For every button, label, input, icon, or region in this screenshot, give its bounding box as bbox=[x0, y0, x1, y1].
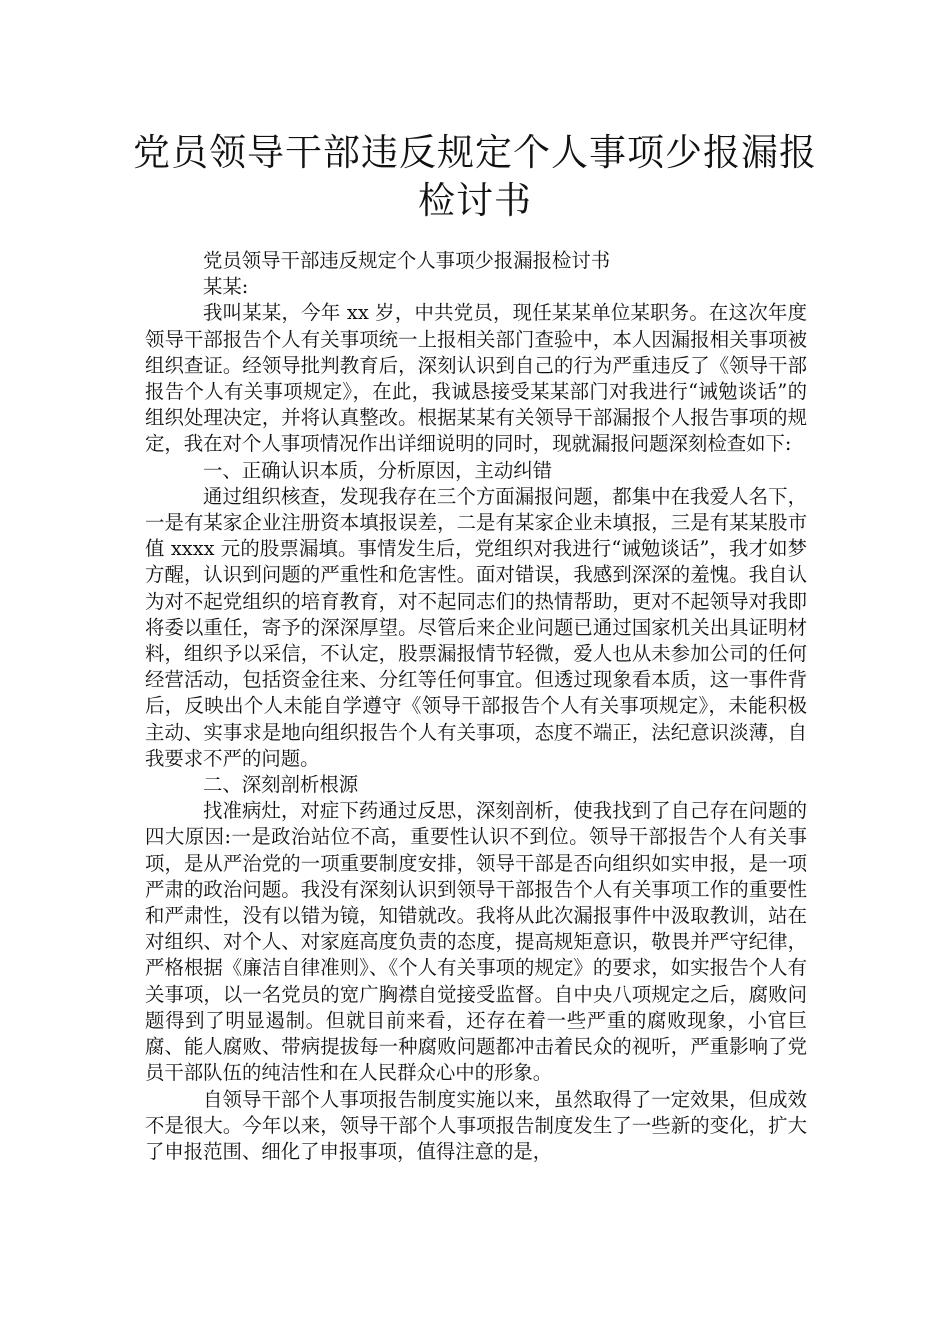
body-paragraph: 通过组织核查，发现我存在三个方面漏报问题，都集中在我爱人名下，一是有某家企业注册资本填报误差，二是有某家企业未填报，三是有某某股市值 xxxx 元的股票漏填。事情发生后，党组织对我进行“诫勉谈话”，我才如梦方醒，认识到问题的严重性和危害性。面对错误，我感到深深的羞愧。我自认为对不起党组织的培育教育，对不起同志们的热情帮助，更对不起领导对我即将委以重任，寄予的深深厚望。尽管后来企业问题已通过国家机关出具证明材料，组织予以采信，不认定，股票漏报情节轻微，爱人也从未参加公司的任何经营活动，包括资金往来、分红等任何事宜。但透过现象看本质，这一事件背后，反映出个人未能自学遵守《领导干部报告个人有关事项规定》，未能积极主动、实事求是地向组织报告个人有关事项，态度不端正，法纪意识淡薄，自我要求不严的问题。 bbox=[145, 484, 807, 770]
section-heading-1: 一、正确认识本质，分析原因，主动纠错 bbox=[203, 458, 553, 482]
document-body bbox=[145, 248, 807, 1165]
document-title-line-2: 检讨书 bbox=[418, 179, 532, 222]
intro-paragraph: 我叫某某，今年 xx 岁，中共党员，现任某某单位某职务。在这次年度领导干部报告个人有关事项统一上报相关部门查验中，本人因漏报相关事项被组织查证。经领导批判教育后，深刻认识到自己的行为严重违反了《领导干部报告个人有关事项规定》，在此，我诚恳接受某某部门对我进行“诫勉谈话”的组织处理决定，并将认真整改。根据某某有关领导干部漏报个人报告事项的规定，我在对个人事项情况作出详细说明的同时，现就漏报问题深刻检查如下: bbox=[145, 301, 807, 456]
salutation-paragraph: 某某: bbox=[203, 275, 249, 299]
body-paragraph: 找准病灶，对症下药通过反思，深刻剖析，使我找到了自己存在问题的四大原因:一是政治站位不高，重要性认识不到位。领导干部报告个人有关事项，是从严治党的一项重要制度安排，领导干部是否向组织如实申报，是一项严肃的政治问题。我没有深刻认识到领导干部报告个人有关事项工作的重要性和严肃性，没有以错为镜，知错就改。我将从此次漏报事件中汲取教训，站在对组织、对个人、对家庭高度负责的态度，提高规矩意识，敬畏并严守纪律，严格根据《廉洁自律准则》、《个人有关事项的规定》的要求，如实报告个人有关事项，以一名党员的宽广胸襟自觉接受监督。自中央八项规定之后，腐败问题得到了明显遏制。但就目前来看，还存在着一些严重的腐败现象，小官巨腐、能人腐败、带病提拔每一种腐败问题都冲击着民众的视听，严重影响了党员干部队伍的纯洁性和在人民群众心中的形象。 bbox=[145, 799, 807, 1085]
document-title-line-1: 党员领导干部违反规定个人事项少报漏报 bbox=[133, 131, 817, 174]
section-heading-2: 二、深刻剖析根源 bbox=[203, 773, 359, 797]
body-paragraph: 自领导干部个人事项报告制度实施以来，虽然取得了一定效果，但成效不是很大。今年以来，领导干部个人事项报告制度发生了一些新的变化，扩大了申报范围、细化了申报事项，值得注意的是， bbox=[145, 1087, 807, 1163]
subtitle-paragraph: 党员领导干部违反规定个人事项少报漏报检讨书 bbox=[203, 249, 611, 272]
